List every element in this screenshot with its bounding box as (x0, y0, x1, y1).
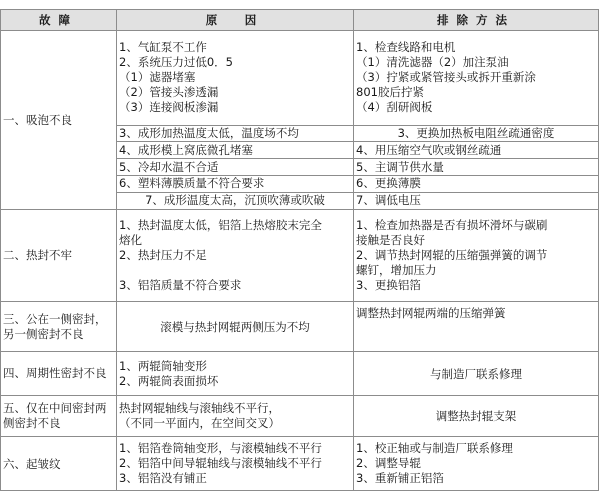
remedy-line: 2、调整导辊 (356, 456, 421, 471)
remedy-line: （3）拧紧或紧管接头或拆开重新涂 (356, 70, 536, 85)
table-row (1, 437, 599, 491)
cause-cell (117, 396, 354, 437)
table-row (1, 209, 599, 301)
cause-line: 1、两辊筒轴变形 (119, 358, 207, 373)
remedy-cell: 4、用压缩空气吹或钢丝疏通 (354, 142, 599, 159)
table-header-row (1, 10, 599, 31)
cause-line: （1）滤器堵塞 (119, 70, 196, 85)
remedy-cell: 与制造厂联系修理 (354, 352, 599, 396)
remedy-cell: 7、调低电压 (354, 192, 599, 209)
header-cause: 原 因 (117, 10, 354, 31)
cause-cell: 6、塑料薄膜质量不符合要求 (117, 175, 354, 192)
cause-line: 3、铝箔没有铺正 (119, 471, 207, 486)
remedy-cell: 调整热封辊支架 (354, 396, 599, 437)
cause-line: 1、气缸泵不工作 (119, 40, 207, 55)
cause-line: 2、铝箔中间导辊轴线与滚模轴线不平行 (119, 456, 322, 471)
remedy-line: 接触是否良好 (356, 232, 425, 247)
cause-line: 2、热封压力不足 (119, 247, 207, 262)
troubleshooting-table (0, 9, 599, 491)
fault-cell-2: 二、热封不牢 (1, 209, 117, 301)
table-row (1, 31, 599, 126)
remedy-line: 3、重新铺正铝箔 (356, 471, 444, 486)
remedy-cell (354, 209, 599, 301)
header-remedy: 排除方法 (354, 10, 599, 31)
cause-cell (117, 31, 354, 126)
remedy-line: 1、检查线路和电机 (356, 40, 456, 55)
cause-line: 热封网辊轴线与滚轴线不平行， (119, 401, 280, 416)
cause-line: 熔化 (119, 232, 142, 247)
cause-line: 2、系统压力过低0．5 (119, 55, 233, 70)
remedy-line: 2、调节热封网辊的压缩强弹簧的调节 (356, 247, 548, 262)
fault-cell-3: 三、公在一侧密封，另一侧密封不良 (1, 301, 117, 351)
cause-line (119, 263, 351, 278)
cause-cell: 5、冷却水温不合适 (117, 159, 354, 176)
fault-cell-5: 五、仅在中间密封两侧密封不良 (1, 396, 117, 437)
remedy-cell: 5、主调节供水量 (354, 159, 599, 176)
remedy-line: （4）刮研阀板 (356, 100, 433, 115)
remedy-line: 801胶后拧紧 (356, 85, 424, 100)
cause-line: 1、热封温度太低，铝箔上热熔胶末完全 (119, 217, 322, 232)
cause-line: 2、两辊筒表面损坏 (119, 373, 219, 388)
cause-line: （2）管接头渗透漏 (119, 85, 219, 100)
cause-cell (117, 352, 354, 396)
cause-line: （3）连接阀板渗漏 (119, 100, 219, 115)
header-fault: 故障 (1, 10, 117, 31)
remedy-cell (354, 437, 599, 491)
fault-cell-6: 六、起皱纹 (1, 437, 117, 491)
cause-line: 3、铝箔质量不符合要求 (119, 277, 242, 292)
cause-cell: 7、成形温度太高，沉顶吹薄或吹破 (117, 192, 354, 209)
cause-line: （不同一平面内，在空间交叉） (119, 416, 280, 431)
table-row (1, 396, 599, 437)
cause-cell: 4、成形模上窝底微孔堵塞 (117, 142, 354, 159)
cause-cell (117, 437, 354, 491)
remedy-cell: 3、更换加热板电阻丝疏通密度 (354, 125, 599, 142)
remedy-line: 螺钉，增加压力 (356, 262, 437, 277)
cause-cell: 3、成形加热温度太低，温度场不均 (117, 125, 354, 142)
cause-cell (117, 209, 354, 301)
remedy-line: （1）清洗滤器（2）加注泵油 (356, 55, 509, 70)
remedy-cell: 6、更换薄膜 (354, 175, 599, 192)
fault-cell-4: 四、周期性密封不良 (1, 352, 117, 396)
remedy-cell: 调整热封网辊两端的压缩弹簧 (354, 301, 599, 351)
cause-cell: 滚模与热封网辊两侧压为不均 (117, 301, 354, 351)
table-row (1, 301, 599, 351)
remedy-cell (354, 31, 599, 126)
table-row (1, 352, 599, 396)
remedy-line: 1、检查加热器是否有损坏滑坏与碳刷 (356, 217, 548, 232)
remedy-line: 1、校正轴或与制造厂联系修理 (356, 441, 513, 456)
fault-cell-1: 一、吸泡不良 (1, 31, 117, 210)
cause-line: 1、铝箔卷筒轴变形，与滚模轴线不平行 (119, 441, 322, 456)
remedy-line: 3、更换铝箔 (356, 277, 421, 292)
